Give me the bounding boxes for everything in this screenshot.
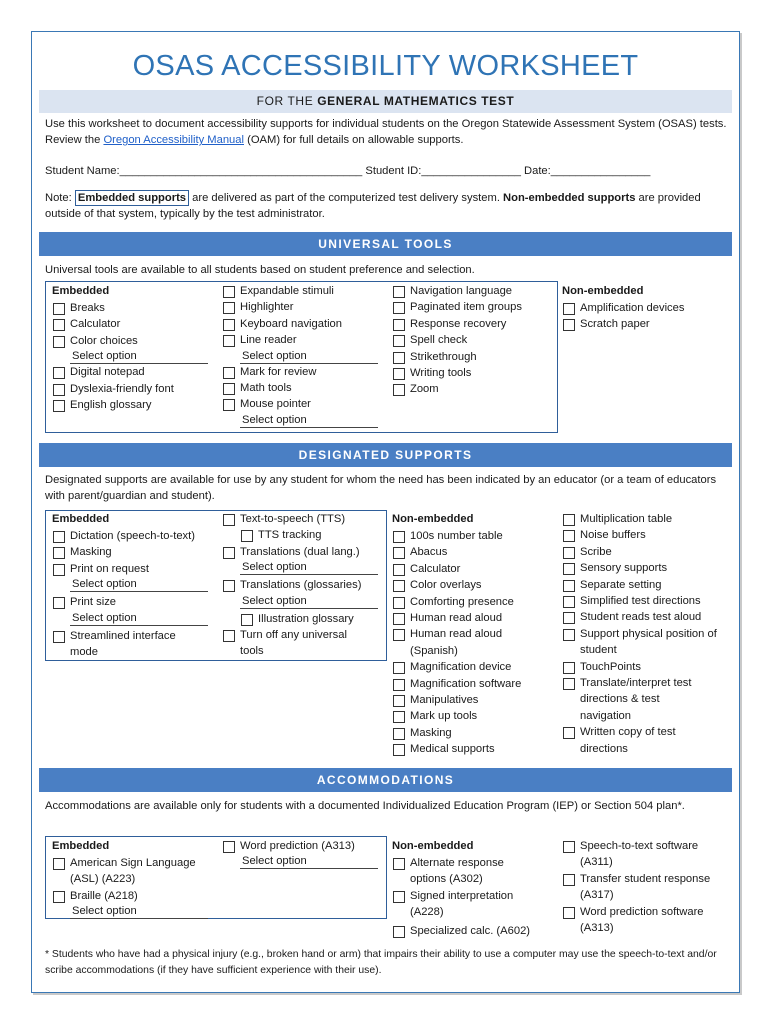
note-paragraph bbox=[45, 190, 727, 222]
designated-embedded-label: Embedded bbox=[52, 513, 110, 525]
checkbox-transfer-response[interactable]: Transfer student response (A317) bbox=[562, 871, 722, 904]
checkbox-spell-check[interactable]: Spell check bbox=[392, 332, 557, 348]
checkbox-touchpoints[interactable]: TouchPoints bbox=[562, 659, 722, 675]
accommodations-col-4 bbox=[562, 838, 722, 936]
checkbox-highlighter[interactable]: Highlighter bbox=[222, 299, 387, 315]
worksheet-page bbox=[31, 31, 740, 993]
accommodations-heading: ACCOMMODATIONS bbox=[39, 768, 732, 792]
universal-tools-heading: UNIVERSAL TOOLS bbox=[39, 232, 732, 256]
checkbox-student-reads-aloud[interactable]: Student reads test aloud bbox=[562, 609, 722, 625]
checkbox-masking-nonembedded[interactable]: Masking bbox=[392, 725, 557, 741]
universal-nonembedded-label: Non-embedded bbox=[562, 285, 644, 297]
accommodations-col-2 bbox=[222, 838, 387, 869]
mouse-pointer-select[interactable]: Select option bbox=[240, 413, 378, 428]
checkbox-translate-interpret[interactable]: Translate/interpret test directions & test navigation bbox=[562, 675, 702, 724]
checkbox-masking-embedded[interactable]: Masking bbox=[52, 544, 217, 560]
designated-supports-desc: Designated supports are available for use by any student for whom the need has been indicated by an educator (or a team of educators with parent/guardian and student). bbox=[45, 474, 717, 503]
checkbox-word-prediction[interactable]: Word prediction (A313) bbox=[222, 838, 387, 854]
designated-col-4 bbox=[562, 511, 722, 757]
checkbox-medical-supports[interactable]: Medical supports bbox=[392, 741, 557, 757]
accommodations-nonembedded-label: Non-embedded bbox=[392, 840, 474, 852]
checkbox-line-reader[interactable]: Line reader bbox=[222, 332, 387, 348]
checkbox-scribe[interactable]: Scribe bbox=[562, 544, 722, 560]
embedded-supports-term: Embedded supports bbox=[75, 190, 189, 206]
accommodations-col-3 bbox=[392, 838, 557, 939]
checkbox-scratch-paper[interactable]: Scratch paper bbox=[562, 316, 732, 332]
checkbox-human-read-aloud-spanish[interactable]: Human read aloud (Spanish) bbox=[392, 626, 522, 659]
designated-col-1 bbox=[52, 511, 217, 660]
checkbox-abacus[interactable]: Abacus bbox=[392, 544, 557, 560]
accommodations-desc: Accommodations are available only for students with a documented Individualized Education Program (IEP) or Section 504 plan*. bbox=[45, 800, 685, 812]
universal-tools-desc: Universal tools are available to all students based on student preference and selection. bbox=[45, 264, 475, 276]
checkbox-speech-to-text[interactable]: Speech-to-text software (A311) bbox=[562, 838, 712, 871]
line-reader-select[interactable]: Select option bbox=[240, 349, 378, 364]
checkbox-100s-number-table[interactable]: 100s number table bbox=[392, 528, 557, 544]
checkbox-comforting-presence[interactable]: Comforting presence bbox=[392, 594, 557, 610]
checkbox-magnification-software[interactable]: Magnification software bbox=[392, 676, 557, 692]
word-prediction-select[interactable]: Select option bbox=[240, 854, 378, 869]
checkbox-word-prediction-software[interactable]: Word prediction software (A313) bbox=[562, 904, 722, 937]
checkbox-translations-glossaries[interactable]: Translations (glossaries) bbox=[222, 577, 387, 593]
checkbox-print-size[interactable]: Print size bbox=[52, 594, 217, 610]
checkbox-alternate-response[interactable]: Alternate response options (A302) bbox=[392, 855, 527, 888]
checkbox-noise-buffers[interactable]: Noise buffers bbox=[562, 527, 722, 543]
checkbox-strikethrough[interactable]: Strikethrough bbox=[392, 349, 557, 365]
designated-supports-heading: DESIGNATED SUPPORTS bbox=[39, 443, 732, 467]
checkbox-digital-notepad[interactable]: Digital notepad bbox=[52, 364, 217, 380]
checkbox-mark-for-review[interactable]: Mark for review bbox=[222, 364, 387, 380]
checkbox-english-glossary[interactable]: English glossary bbox=[52, 397, 217, 413]
student-info-line[interactable]: Student Name:_______________________________________ Student ID:________________ Date:________________ bbox=[45, 165, 651, 177]
checkbox-mark-up-tools[interactable]: Mark up tools bbox=[392, 708, 557, 724]
checkbox-keyboard-navigation[interactable]: Keyboard navigation bbox=[222, 316, 387, 332]
checkbox-print-on-request[interactable]: Print on request bbox=[52, 561, 217, 577]
checkbox-turn-off-universal-tools[interactable]: Turn off any universal tools bbox=[222, 627, 372, 660]
braille-select[interactable]: Select option bbox=[70, 904, 208, 919]
checkbox-amplification-devices[interactable]: Amplification devices bbox=[562, 300, 732, 316]
checkbox-braille[interactable]: Braille (A218) bbox=[52, 888, 217, 904]
checkbox-illustration-glossary[interactable]: Illustration glossary bbox=[240, 611, 387, 627]
checkbox-dictation[interactable]: Dictation (speech-to-text) bbox=[52, 528, 217, 544]
designated-col-2 bbox=[222, 511, 387, 660]
checkbox-specialized-calc[interactable]: Specialized calc. (A602) bbox=[392, 923, 557, 939]
checkbox-writing-tools[interactable]: Writing tools bbox=[392, 365, 557, 381]
checkbox-color-choices[interactable]: Color choices bbox=[52, 333, 217, 349]
checkbox-expandable-stimuli[interactable]: Expandable stimuli bbox=[222, 283, 387, 299]
translations-glossaries-select[interactable]: Select option bbox=[240, 594, 378, 609]
checkbox-support-physical-position[interactable]: Support physical position of student bbox=[562, 626, 722, 659]
accommodations-col-1 bbox=[52, 838, 217, 919]
checkbox-simplified-directions[interactable]: Simplified test directions bbox=[562, 593, 722, 609]
print-size-select[interactable]: Select option bbox=[70, 611, 208, 626]
universal-embedded-label: Embedded bbox=[52, 285, 110, 297]
universal-col-4 bbox=[562, 283, 732, 333]
print-on-request-select[interactable]: Select option bbox=[70, 577, 208, 592]
checkbox-tts-tracking[interactable]: TTS tracking bbox=[240, 527, 387, 543]
nonembedded-supports-term: Non-embedded supports bbox=[503, 192, 636, 204]
intro-text-end: (OAM) for full details on allowable supports. bbox=[244, 134, 464, 147]
designated-col-3 bbox=[392, 511, 557, 758]
checkbox-calculator[interactable]: Calculator bbox=[52, 316, 217, 332]
translations-dual-select[interactable]: Select option bbox=[240, 560, 378, 575]
page-title: OSAS ACCESSIBILITY WORKSHEET bbox=[132, 50, 639, 82]
checkbox-color-overlays[interactable]: Color overlays bbox=[392, 577, 557, 593]
universal-col-2 bbox=[222, 283, 387, 428]
checkbox-response-recovery[interactable]: Response recovery bbox=[392, 316, 557, 332]
subtitle-test-name: GENERAL MATHEMATICS TEST bbox=[317, 94, 515, 108]
universal-col-1 bbox=[52, 283, 217, 413]
intro-text: Use this worksheet to document accessibility supports for individual students on the Oregon Statewide Assessment System (OSAS) tests. Review the bbox=[45, 118, 727, 147]
universal-col-3 bbox=[392, 283, 557, 398]
checkbox-separate-setting[interactable]: Separate setting bbox=[562, 577, 722, 593]
checkbox-breaks[interactable]: Breaks bbox=[52, 300, 217, 316]
designated-nonembedded-label: Non-embedded bbox=[392, 513, 474, 525]
checkbox-signed-interpretation[interactable]: Signed interpretation (A228) bbox=[392, 888, 527, 921]
checkbox-text-to-speech[interactable]: Text-to-speech (TTS) bbox=[222, 511, 387, 527]
checkbox-magnification-device[interactable]: Magnification device bbox=[392, 659, 557, 675]
checkbox-translations-dual[interactable]: Translations (dual lang.) bbox=[222, 544, 387, 560]
note-prefix: Note: bbox=[45, 192, 75, 204]
checkbox-zoom[interactable]: Zoom bbox=[392, 381, 557, 397]
note-middle: are delivered as part of the computerized test delivery system. bbox=[189, 192, 504, 204]
color-choices-select[interactable]: Select option bbox=[70, 349, 208, 364]
footnote: * Students who have had a physical injury (e.g., broken hand or arm) that impairs their ability to use a computer may use the speech-to-text and/or scribe accommodations (if they have sufficient experience with their use). bbox=[45, 949, 717, 976]
note-end: are provided outside of that system, typically by the test administrator. bbox=[45, 192, 701, 221]
subtitle-prefix: FOR THE bbox=[256, 94, 318, 108]
checkbox-math-tools[interactable]: Math tools bbox=[222, 380, 387, 396]
checkbox-paginated-items[interactable]: Paginated item groups bbox=[392, 299, 557, 315]
subtitle-bar bbox=[39, 90, 732, 113]
intro-paragraph bbox=[45, 116, 727, 148]
oam-link[interactable]: Oregon Accessibility Manual bbox=[103, 134, 244, 147]
checkbox-dyslexia-font[interactable]: Dyslexia-friendly font bbox=[52, 381, 217, 397]
accommodations-embedded-label: Embedded bbox=[52, 840, 110, 852]
checkbox-sensory-supports[interactable]: Sensory supports bbox=[562, 560, 722, 576]
checkbox-manipulatives[interactable]: Manipulatives bbox=[392, 692, 557, 708]
checkbox-streamlined-interface[interactable]: Streamlined interface mode bbox=[52, 628, 202, 661]
checkbox-calculator-nonembedded[interactable]: Calculator bbox=[392, 561, 557, 577]
checkbox-human-read-aloud[interactable]: Human read aloud bbox=[392, 610, 557, 626]
checkbox-written-copy-directions[interactable]: Written copy of test directions bbox=[562, 724, 692, 757]
checkbox-navigation-language[interactable]: Navigation language bbox=[392, 283, 557, 299]
checkbox-mouse-pointer[interactable]: Mouse pointer bbox=[222, 396, 387, 412]
checkbox-multiplication-table[interactable]: Multiplication table bbox=[562, 511, 722, 527]
checkbox-asl[interactable]: American Sign Language (ASL) (A223) bbox=[52, 855, 202, 888]
